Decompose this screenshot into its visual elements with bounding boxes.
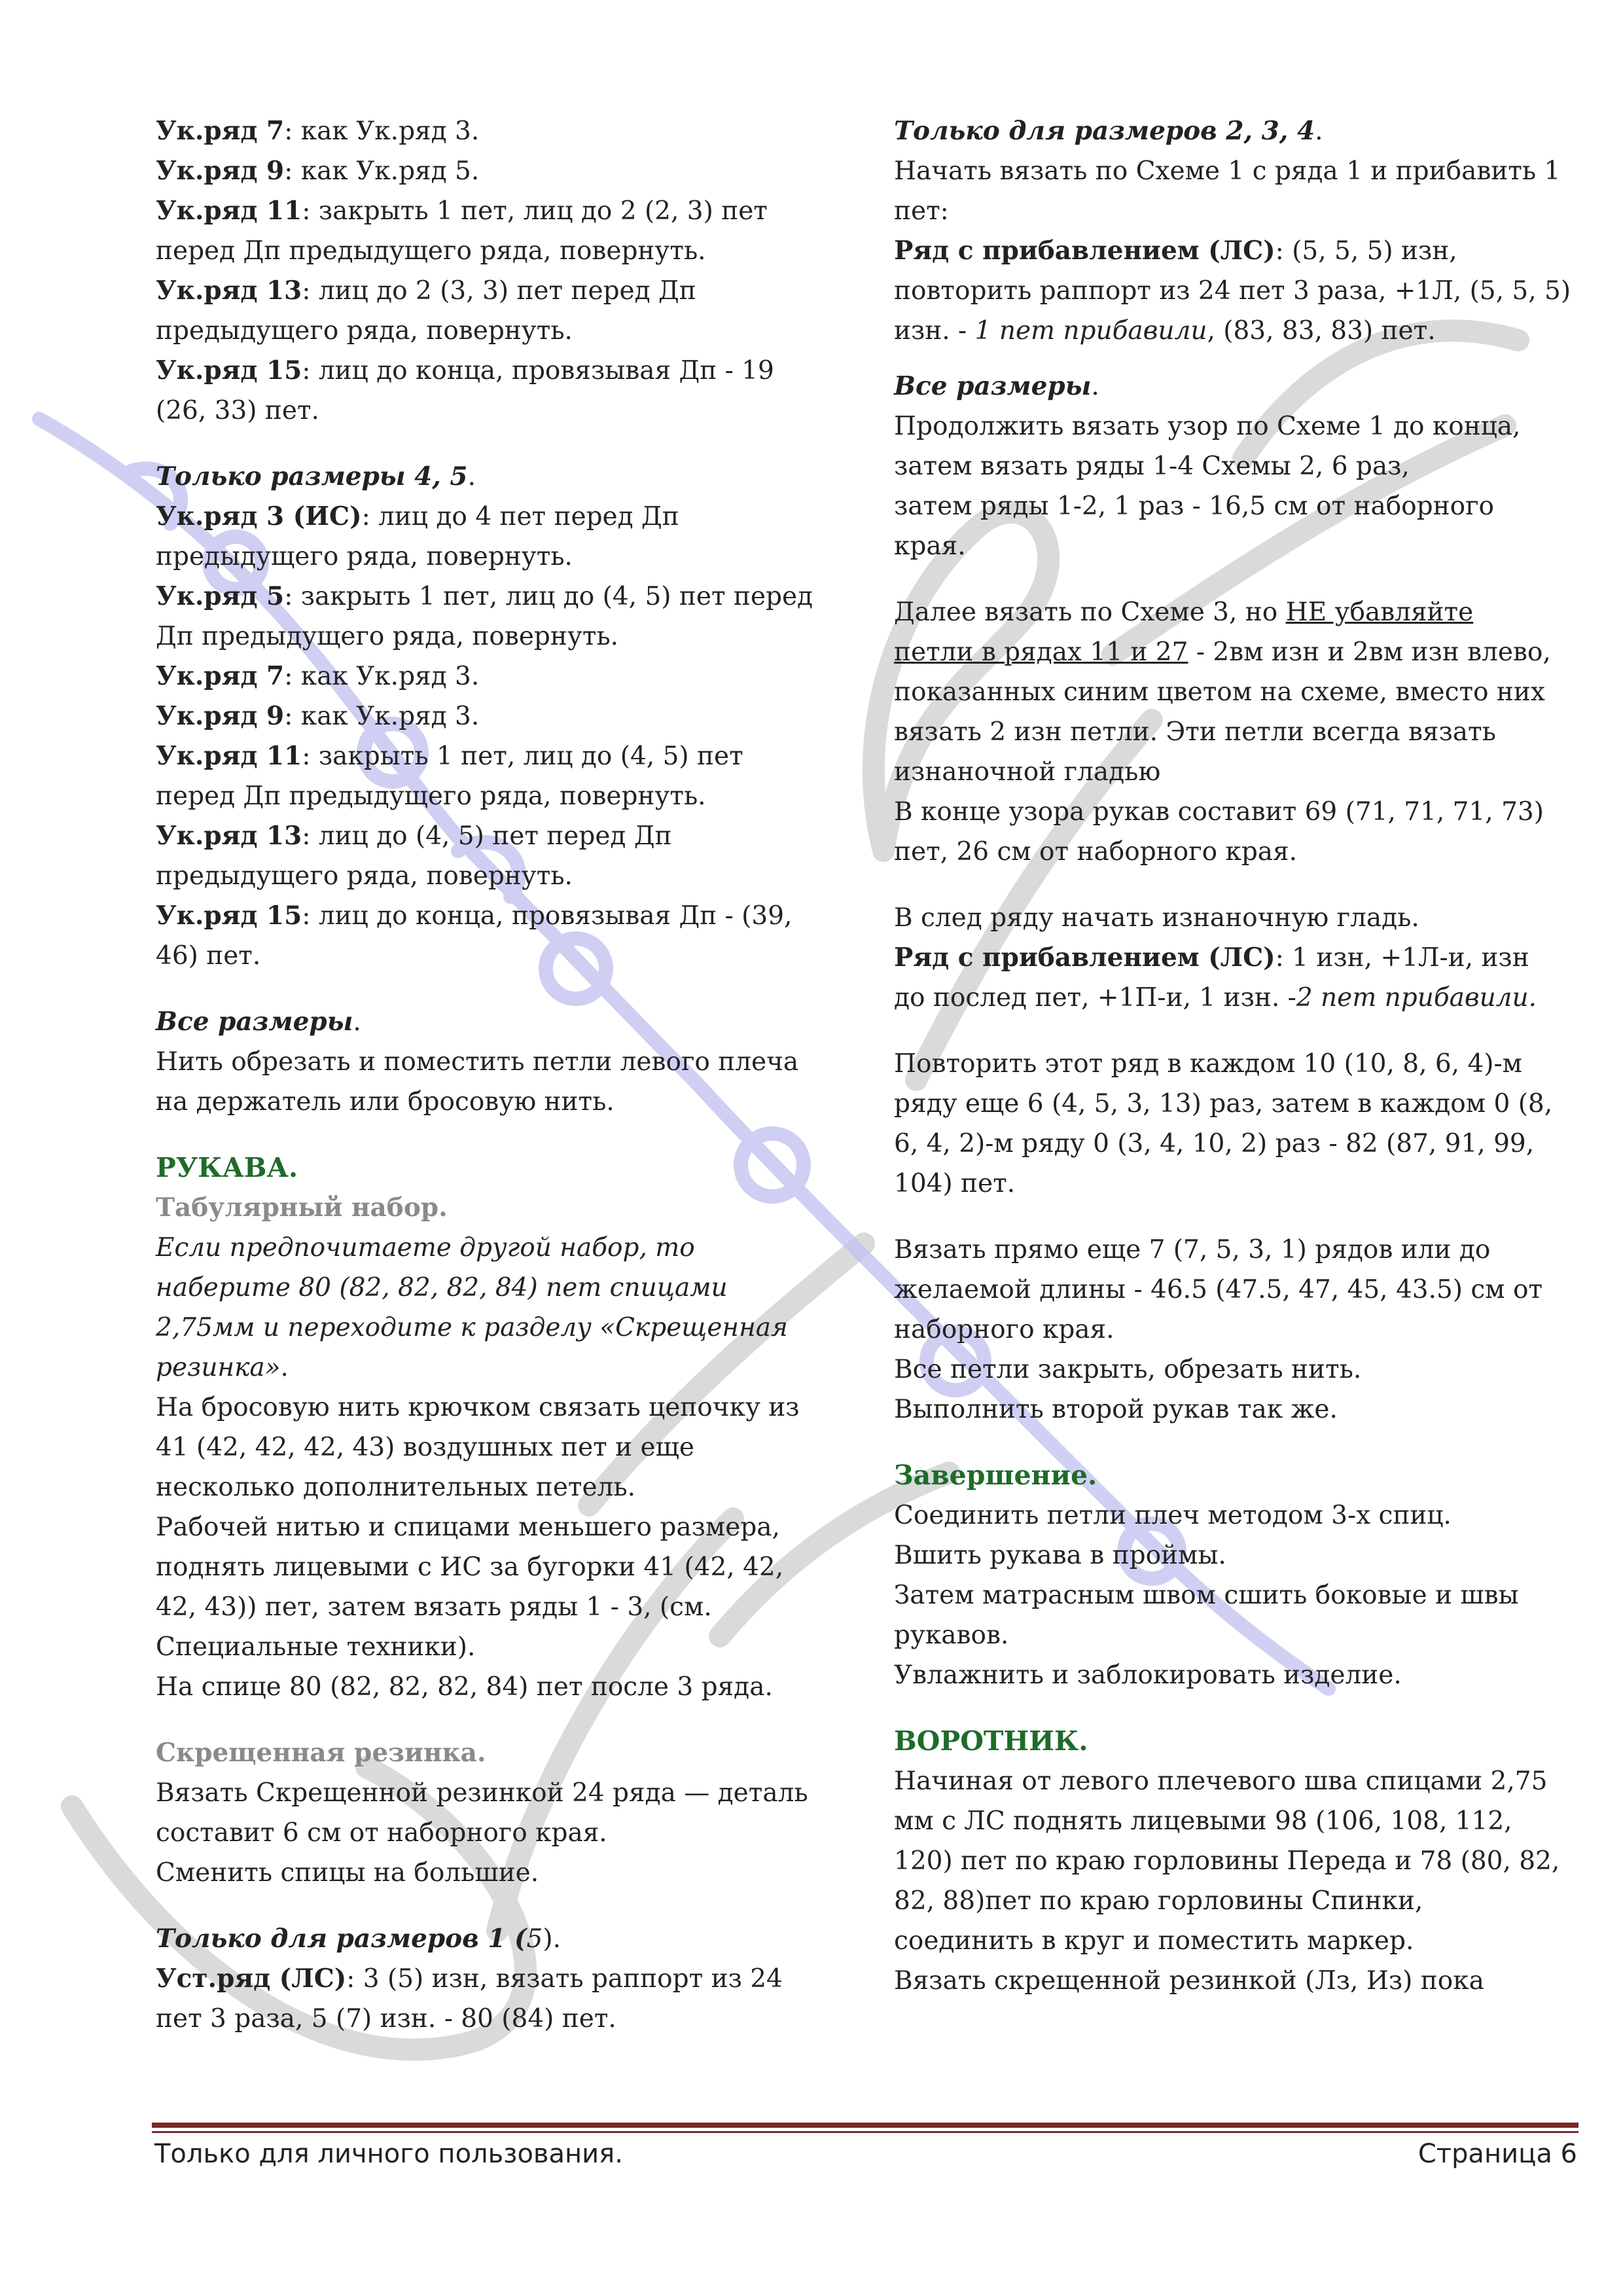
straight-text: Все петли закрыть, обрезать нить. — [894, 1355, 1362, 1384]
all-sizes-text: затем вязать ряды 1-4 Схемы 2, 6 раз, — [894, 452, 1410, 481]
twisted-rib-text: составит 6 см от наборного края. — [156, 1818, 607, 1848]
finishing-text: рукавов. — [894, 1621, 1009, 1650]
collar-text: Вязать скрещенной резинкой (Лз, Из) пока — [894, 1966, 1484, 1996]
finishing-text: Вшить рукава в проймы. — [894, 1541, 1226, 1570]
chart-3-text: Далее вязать по Схеме 3, но НЕ убавляйте — [894, 598, 1474, 627]
increase-row-cont: изн. - 1 пет прибавили, (83, 83, 83) пет. — [894, 316, 1436, 346]
increase-row-cont: повторить раппорт из 24 пет 3 раза, +1Л, (5, 5, 5) — [894, 276, 1571, 306]
sizes-1-5-heading: Только для размеров 1 (5). — [156, 1924, 561, 1954]
sizes-4-5-heading: Только размеры 4, 5. — [156, 461, 476, 492]
tubular-text: На спице 80 (82, 82, 82, 84) пет после 3 ряда. — [156, 1672, 773, 1702]
sizes-4-5-row-11: Ук.ряд 11: закрыть 1 пет, лиц до (4, 5) пет — [156, 741, 743, 771]
straight-text: желаемой длины - 46.5 (47.5, 47, 45, 43.5) см от — [894, 1275, 1543, 1304]
all-sizes-heading: Все размеры. — [894, 371, 1099, 401]
setup-row: Уст.ряд (ЛС): 3 (5) изн, вязать раппорт из 24 — [156, 1964, 783, 1994]
straight-text: Выполнить второй рукав так же. — [894, 1395, 1338, 1424]
chart-3-text: петли в рядах 11 и 27 - 2вм изн и 2вм изн влево, — [894, 637, 1551, 667]
all-sizes-heading: Все размеры. — [156, 1007, 361, 1037]
shaping-row-11: Ук.ряд 11: закрыть 1 пет, лиц до 2 (2, 3) пет — [156, 196, 768, 226]
tubular-text: несколько дополнительных петель. — [156, 1473, 635, 1502]
collar-text: 120) пет по краю горловины Переда и 78 (80, 82, — [894, 1846, 1560, 1876]
straight-text: Вязать прямо еще 7 (7, 5, 3, 1) рядов или до — [894, 1235, 1491, 1265]
page-number: Страница 6 — [1418, 2139, 1577, 2169]
sizes-2-3-4-text: Начать вязать по Схеме 1 с ряда 1 и прибавить 1 — [894, 156, 1561, 186]
sizes-4-5-row-13: Ук.ряд 13: лиц до (4, 5) пет перед Дп — [156, 821, 672, 851]
sizes-4-5-row-5-cont: Дп предыдущего ряда, повернуть. — [156, 622, 619, 651]
increase-row: Ряд с прибавлением (ЛС): (5, 5, 5) изн, — [894, 236, 1457, 266]
finishing-text: Увлажнить и заблокировать изделие. — [894, 1660, 1402, 1690]
sleeves-heading: РУКАВА. — [156, 1152, 298, 1183]
twisted-rib-text: Вязать Скрещенной резинкой 24 ряда — деталь — [156, 1778, 808, 1808]
all-sizes-text: Продолжить вязать узор по Схеме 1 до конца, — [894, 412, 1521, 441]
shaping-row-11-cont: перед Дп предыдущего ряда, повернуть. — [156, 236, 706, 266]
tubular-note: резинка». — [156, 1353, 289, 1382]
sizes-4-5-row-11-cont: перед Дп предыдущего ряда, повернуть. — [156, 781, 706, 811]
footer-rule-thin — [152, 2131, 1578, 2133]
shaping-row-7: Ук.ряд 7: как Ук.ряд 3. — [156, 116, 480, 146]
collar-text: Начиная от левого плечевого шва спицами 2,75 — [894, 1767, 1548, 1796]
sizes-4-5-row-13-cont: предыдущего ряда, повернуть. — [156, 861, 573, 891]
sizes-4-5-row-15: Ук.ряд 15: лиц до конца, провязывая Дп - (39, — [156, 901, 793, 931]
tubular-note: 2,75мм и переходите к разделу «Скрещенная — [156, 1313, 788, 1342]
sizes-4-5-row-15-cont: 46) пет. — [156, 941, 261, 971]
repeat-text: 104) пет. — [894, 1169, 1016, 1198]
all-sizes-text: Нить обрезать и поместить петли левого плеча — [156, 1047, 799, 1077]
finishing-heading: Завершение. — [894, 1460, 1097, 1491]
shaping-row-9: Ук.ряд 9: как Ук.ряд 5. — [156, 156, 480, 186]
finishing-text: Затем матрасным швом сшить боковые и швы — [894, 1581, 1519, 1610]
twisted-rib-heading: Скрещенная резинка. — [156, 1738, 486, 1768]
chart-3-text: показанных синим цветом на схеме, вместо них — [894, 677, 1545, 707]
repeat-text: Повторить этот ряд в каждом 10 (10, 8, 6, 4)-м — [894, 1049, 1523, 1079]
tubular-note: Если предпочитаете другой набор, то — [156, 1233, 695, 1263]
chart-3-text: изнаночной гладью — [894, 757, 1161, 787]
chart-3-text: В конце узора рукав составит 69 (71, 71, 71, 73) — [894, 797, 1544, 827]
tubular-text: Рабочей нитью и спицами меньшего размера, — [156, 1513, 780, 1542]
shaping-row-13-cont: предыдущего ряда, повернуть. — [156, 316, 573, 346]
tubular-text: Специальные техники). — [156, 1632, 476, 1662]
straight-text: наборного края. — [894, 1315, 1115, 1344]
repeat-text: ряду еще 6 (4, 5, 3, 13) раз, затем в каждом 0 (8, — [894, 1089, 1553, 1119]
chart-3-text: пет, 26 см от наборного края. — [894, 837, 1298, 867]
sizes-4-5-row-9: Ук.ряд 9: как Ук.ряд 3. — [156, 701, 480, 731]
tubular-text: 41 (42, 42, 42, 43) воздушных пет и еще — [156, 1433, 694, 1462]
shaping-row-15: Ук.ряд 15: лиц до конца, провязывая Дп - 19 — [156, 355, 774, 386]
repeat-text: 6, 4, 2)-м ряду 0 (3, 4, 10, 2) раз - 82 (87, 91, 99, — [894, 1129, 1535, 1158]
all-sizes-text: края. — [894, 531, 966, 561]
tubular-text: На бросовую нить крючком связать цепочку из — [156, 1393, 800, 1422]
right-column — [894, 111, 1588, 2001]
all-sizes-text: на держатель или бросовую нить. — [156, 1087, 615, 1117]
sizes-2-3-4-text: пет: — [894, 196, 949, 226]
collar-text: 82, 88)пет по краю горловины Спинки, — [894, 1886, 1423, 1916]
finishing-text: Соединить петли плеч методом 3-х спиц. — [894, 1501, 1452, 1530]
tubular-cast-on-heading: Табулярный набор. — [156, 1193, 448, 1223]
shaping-row-13: Ук.ряд 13: лиц до 2 (3, 3) пет перед Дп — [156, 276, 696, 306]
all-sizes-text: затем ряды 1-2, 1 раз - 16,5 см от наборного — [894, 492, 1495, 521]
twisted-rib-text: Сменить спицы на большие. — [156, 1858, 539, 1888]
stockinette-text: В след ряду начать изнаночную гладь. — [894, 903, 1419, 933]
sizes-4-5-row-5: Ук.ряд 5: закрыть 1 пет, лиц до (4, 5) пет перед — [156, 581, 813, 611]
setup-row-cont: пет 3 раза, 5 (7) изн. - 80 (84) пет. — [156, 2004, 616, 2034]
collar-text: соединить в круг и поместить маркер. — [894, 1926, 1414, 1956]
tubular-note: наберите 80 (82, 82, 82, 84) пет спицами — [156, 1273, 728, 1302]
sizes-2-3-4-heading: Только для размеров 2, 3, 4. — [894, 116, 1323, 146]
shaping-row-15-cont: (26, 33) пет. — [156, 396, 319, 425]
tubular-text: 42, 43)) пет, затем вязать ряды 1 - 3, (см. — [156, 1592, 712, 1622]
chart-3-text: вязать 2 изн петли. Эти петли всегда вязать — [894, 717, 1496, 747]
sizes-4-5-row-3-cont: предыдущего ряда, повернуть. — [156, 542, 573, 571]
sizes-4-5-row-7: Ук.ряд 7: как Ук.ряд 3. — [156, 661, 480, 691]
collar-text: мм с ЛС поднять лицевыми 98 (106, 108, 112, — [894, 1806, 1512, 1836]
tubular-text: поднять лицевыми с ИС за бугорки 41 (42, 42, — [156, 1552, 784, 1582]
increase-row-2-cont: до послед пет, +1П-и, 1 изн. -2 пет прибавили. — [894, 983, 1537, 1013]
left-column — [156, 111, 836, 2039]
increase-row-2: Ряд с прибавлением (ЛС): 1 изн, +1Л-и, изн — [894, 942, 1529, 973]
footer-rule — [152, 2123, 1578, 2128]
footer-notice: Только для личного пользования. — [154, 2139, 623, 2169]
sizes-4-5-row-3: Ук.ряд 3 (ИС): лиц до 4 пет перед Дп — [156, 501, 679, 531]
collar-heading: ВОРОТНИК. — [894, 1725, 1088, 1757]
